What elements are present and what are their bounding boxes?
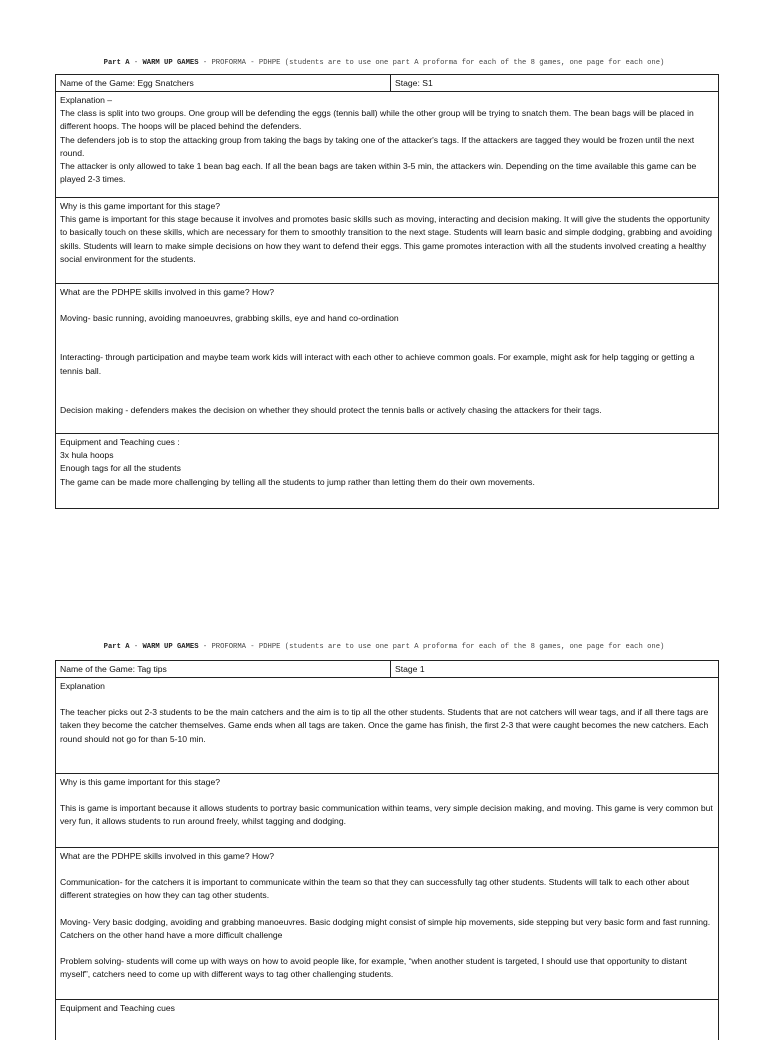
equipment-item: Enough tags for all the students [60, 463, 181, 474]
game-stage: Stage 1 [395, 664, 425, 674]
equipment-heading: Equipment and Teaching cues : [60, 437, 180, 447]
equipment-heading: Equipment and Teaching cues [60, 1003, 175, 1013]
skill-item: Communication- for the catchers it is important to communicate within the team so that they can successfully tag other students. Students will talk to each other about different strategies on how they can tag other students. [60, 877, 690, 901]
game-stage: Stage: S1 [395, 78, 433, 88]
explanation-paragraph: The defenders job is to stop the attacking group from taking the bags by taking one of the attacker's tags. If the attackers are tagged they would be frozen until the next round. [60, 134, 695, 158]
importance-text: This game is important for this stage because it involves and promotes basic skills such as moving, interacting and decision making. It will give the students the opportunity to basically touch on these skills, which are necessary for them to smoothly transition to the next stage. Students will learn basic and simple dodging, grabbing and avoiding skills. Students will learn to make simple decisions on how they want to defend their eggs. This game promotes interaction with all the students involved creating a healthy social environment for the students. [60, 214, 713, 264]
importance-text: This is game is important because it allows students to portray basic communication within teams, very simple decision making, and moving. This game is very common but very fun, it allows students to run around freely, whilst tagging and dodging. [60, 803, 713, 827]
explanation-paragraph: The class is split into two groups. One group will be defending the eggs (tennis ball) while the other group will be trying to snatch them. The bean bags will be placed in different hoops. The hoops will be placed behind the defenders. [60, 108, 694, 132]
skill-item: Moving- Very basic dodging, avoiding and grabbing manoeuvres. Basic dodging might consist of simple hip movements, side stepping but very basic form and fast running. Catchers on the other hand have a more difficult challenge [60, 916, 711, 940]
game-name: Name of the Game: Tag tips [56, 661, 391, 677]
importance-section [56, 198, 718, 284]
skill-item: Problem solving- students will come up with ways on how to avoid people like, for example, “when another student is targeted, I should use that opportunity to distant myself”, catchers need to come up with different ways to tag other challenging students. [60, 956, 687, 980]
importance-heading: Why is this game important for this stage? [60, 201, 221, 211]
equipment-item: The game can be made more challenging by telling all the students to jump rather than letting them do their own movements. [60, 476, 535, 487]
importance-section [56, 774, 718, 848]
skill-item: Interacting- through participation and maybe team work kids will interact with each other to achieve common goals. For example, might ask for help tagging or getting a tennis ball. [60, 352, 695, 376]
explanation-heading: Explanation – [60, 95, 113, 105]
explanation-paragraph: The attacker is only allowed to take 1 bean bag each. If all the bean bags are taken within 3-5 min, the attackers win. Depending on the time available this game can be played 2-3 times. [60, 161, 697, 185]
equipment-section [56, 434, 718, 508]
game-table-2 [55, 660, 719, 1040]
explanation-section [56, 92, 718, 198]
importance-heading: Why is this game important for this stage? [60, 777, 221, 787]
game-title-row [56, 661, 718, 678]
skill-item: Decision making - defenders makes the decision on whether they should protect the tennis balls or actively chasing the attackers for their tags. [60, 404, 602, 415]
explanation-heading: Explanation [60, 681, 105, 691]
game-table-1 [55, 74, 719, 509]
skills-section [56, 284, 718, 434]
explanation-section [56, 678, 718, 774]
skills-heading: What are the PDHPE skills involved in this game? How? [60, 287, 274, 297]
skills-section [56, 848, 718, 1000]
equipment-item: 3x hula hoops [60, 450, 114, 461]
proforma-header-1: Part A - WARM UP GAMES - PROFORMA - PDHPE (students are to use one part A proforma for each of the 8 games, one page for each one) [103, 59, 665, 67]
game-title-row [56, 75, 718, 92]
proforma-header-2: Part A - WARM UP GAMES - PROFORMA - PDHPE (students are to use one part A proforma for each of the 8 games, one page for each one) [103, 643, 665, 651]
explanation-paragraph: The teacher picks out 2-3 students to be the main catchers and the aim is to tip all the other students. Students that are not catchers will wear tags, and if all there tags are taken they become the catcher themselves. Game ends when all tags are taken. Once the game has finish, the first 2-3 that were caught becomes the new catchers. Each round should not go for than 5-10 min. [60, 707, 709, 744]
equipment-section [56, 1000, 718, 1040]
skills-heading: What are the PDHPE skills involved in this game? How? [60, 851, 274, 861]
game-name: Name of the Game: Egg Snatchers [56, 75, 391, 91]
skill-item: Moving- basic running, avoiding manoeuvres, grabbing skills, eye and hand co-ordination [60, 313, 399, 324]
